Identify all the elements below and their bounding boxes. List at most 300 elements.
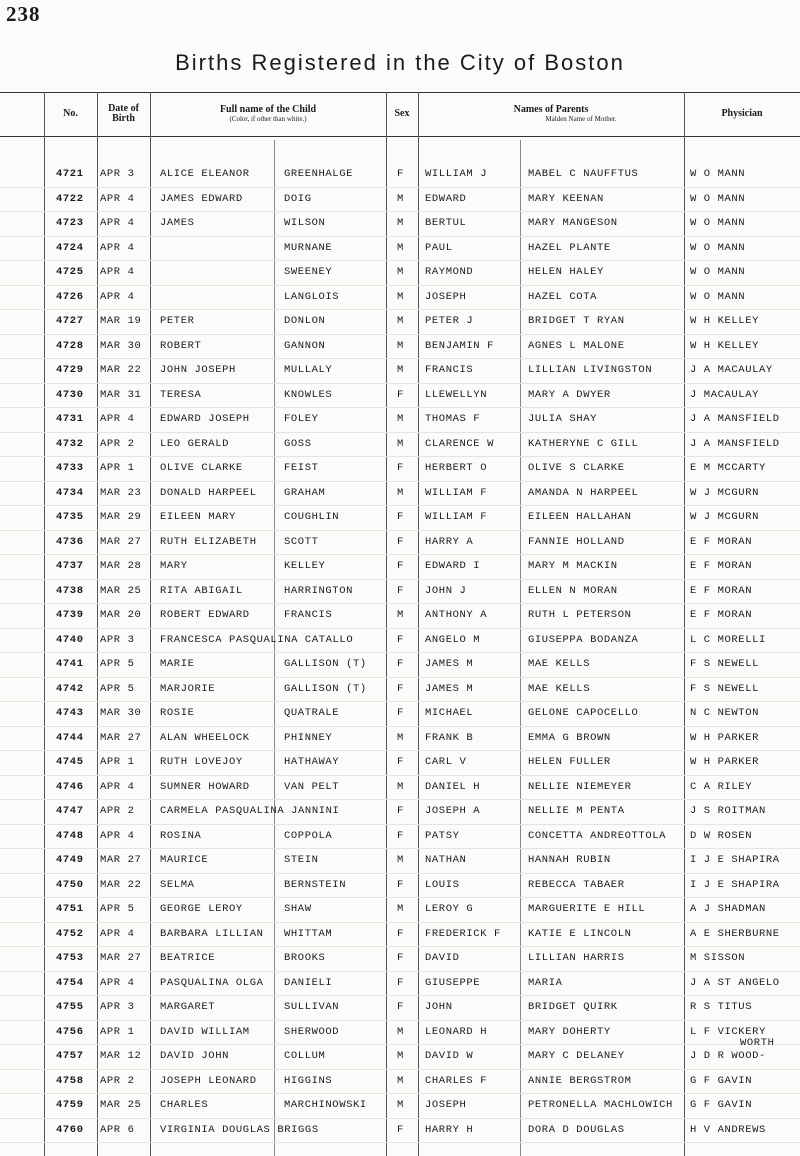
- birth-date: MAR 23: [100, 486, 142, 499]
- table-row: [0, 407, 800, 433]
- physician-name: W O MANN: [690, 290, 746, 303]
- table-row: [0, 995, 800, 1021]
- child-sex: M: [397, 241, 404, 254]
- entry-number: 4749: [56, 854, 84, 866]
- entry-number: 4745: [56, 756, 84, 768]
- entry-number: 4750: [56, 878, 84, 891]
- father-name: JOHN J: [425, 584, 467, 597]
- birth-date: MAR 27: [100, 854, 142, 866]
- child-sex: F: [397, 707, 404, 719]
- child-given-names: MARIE: [160, 658, 195, 670]
- birth-date: MAR 12: [100, 1050, 142, 1062]
- entry-number: 4729: [56, 364, 84, 376]
- child-given-names: DAVID WILLIAM: [160, 1025, 250, 1038]
- mother-maiden-name: GELONE CAPOCELLO: [528, 707, 639, 719]
- mother-maiden-name: PETRONELLA MACHLOWICH: [528, 1099, 673, 1111]
- birth-date: APR 2: [100, 1074, 135, 1087]
- father-name: LOUIS: [425, 878, 460, 891]
- entry-number: 4740: [56, 633, 84, 646]
- birth-date: APR 4: [100, 780, 135, 793]
- entry-number: 4759: [56, 1099, 84, 1111]
- mother-maiden-name: REBECCA TABAER: [528, 878, 625, 891]
- child-sex: M: [397, 1099, 404, 1111]
- father-name: WILLIAM F: [425, 511, 488, 523]
- mother-maiden-name: MARY A DWYER: [528, 388, 611, 401]
- child-sex: F: [397, 829, 404, 842]
- child-given-names: MARJORIE: [160, 682, 216, 695]
- child-given-names: ROSIE: [160, 707, 195, 719]
- child-surname: WILSON: [284, 217, 326, 229]
- birth-date: MAR 28: [100, 560, 142, 572]
- father-name: HERBERT O: [425, 462, 488, 474]
- physician-name: J A MACAULAY: [690, 364, 773, 376]
- child-given-names: MARGARET: [160, 1001, 216, 1013]
- child-surname: DONLON: [284, 315, 326, 327]
- father-name: LEONARD H: [425, 1025, 488, 1038]
- child-surname: SHERWOOD: [284, 1025, 340, 1038]
- physician-name-continuation: WORTH: [740, 1037, 775, 1049]
- mother-maiden-name: NELLIE NIEMEYER: [528, 780, 632, 793]
- table-row: [0, 897, 800, 923]
- mother-maiden-name: AMANDA N HARPEEL: [528, 486, 639, 499]
- physician-name: J A MANSFIELD: [690, 413, 780, 425]
- mother-maiden-name: MARY MANGESON: [528, 217, 618, 229]
- child-sex: F: [397, 805, 404, 817]
- mother-maiden-name: ELLEN N MORAN: [528, 584, 618, 597]
- physician-name: R S TITUS: [690, 1001, 753, 1013]
- child-surname: GALLISON (T): [284, 658, 367, 670]
- table-row: [0, 530, 800, 556]
- mother-maiden-name: ANNIE BERGSTROM: [528, 1074, 632, 1087]
- mother-maiden-name: EMMA G BROWN: [528, 731, 611, 744]
- physician-name: E F MORAN: [690, 584, 753, 597]
- physician-name: L C MORELLI: [690, 633, 766, 646]
- child-surname: KELLEY: [284, 560, 326, 572]
- child-surname: PHINNEY: [284, 731, 333, 744]
- child-surname: WHITTAM: [284, 927, 333, 940]
- entry-number: 4726: [56, 290, 84, 303]
- physician-name: W O MANN: [690, 266, 746, 278]
- child-given-names: ROSINA: [160, 829, 202, 842]
- father-name: EDWARD: [425, 192, 467, 205]
- child-sex: F: [397, 756, 404, 768]
- entry-number: 4748: [56, 829, 84, 842]
- child-sex: M: [397, 1025, 404, 1038]
- table-row: [0, 946, 800, 972]
- father-name: CARL V: [425, 756, 467, 768]
- table-row: [0, 1093, 800, 1119]
- mother-maiden-name: NELLIE M PENTA: [528, 805, 625, 817]
- physician-name: I J E SHAPIRA: [690, 854, 780, 866]
- child-sex: F: [397, 682, 404, 695]
- physician-name: D W ROSEN: [690, 829, 753, 842]
- entry-number: 4728: [56, 339, 84, 352]
- table-row: [0, 309, 800, 335]
- birth-date: APR 4: [100, 829, 135, 842]
- child-surname: COPPOLA: [284, 829, 333, 842]
- entry-number: 4746: [56, 780, 84, 793]
- child-surname: SHAW: [284, 903, 312, 915]
- header-sex: [386, 93, 418, 135]
- father-name: PAUL: [425, 241, 453, 254]
- child-sex: F: [397, 462, 404, 474]
- physician-name: F S NEWELL: [690, 658, 760, 670]
- physician-name: E M MCCARTY: [690, 462, 766, 474]
- table-row: [0, 1044, 800, 1070]
- child-surname: FEIST: [284, 462, 319, 474]
- child-given-names: CARMELA PASQUALINA JANNINI: [160, 805, 340, 817]
- mother-maiden-name: LILLIAN LIVINGSTON: [528, 364, 653, 376]
- child-given-names: TERESA: [160, 388, 202, 401]
- table-row: [0, 187, 800, 213]
- table-row: [0, 383, 800, 409]
- mother-maiden-name: MARY C DELANEY: [528, 1050, 625, 1062]
- birth-date: APR 4: [100, 927, 135, 940]
- child-surname: LANGLOIS: [284, 290, 340, 303]
- mother-maiden-name: HELEN FULLER: [528, 756, 611, 768]
- child-surname: SULLIVAN: [284, 1001, 340, 1013]
- child-sex: M: [397, 364, 404, 376]
- child-given-names: EDWARD JOSEPH: [160, 413, 250, 425]
- mother-maiden-name: MARY M MACKIN: [528, 560, 618, 572]
- table-row: [0, 971, 800, 997]
- header-no: [44, 93, 97, 135]
- child-sex: F: [397, 560, 404, 572]
- child-given-names: CHARLES: [160, 1099, 209, 1111]
- header-parents: [418, 93, 684, 135]
- physician-name: H V ANDREWS: [690, 1123, 766, 1136]
- table-row: [0, 677, 800, 703]
- child-given-names: RITA ABIGAIL: [160, 584, 243, 597]
- child-given-names: MAURICE: [160, 854, 209, 866]
- physician-name: F S NEWELL: [690, 682, 760, 695]
- birth-date: MAR 25: [100, 1099, 142, 1111]
- father-name: DANIEL H: [425, 780, 481, 793]
- birth-date: APR 1: [100, 462, 135, 474]
- physician-name: W H PARKER: [690, 731, 760, 744]
- father-name: LEROY G: [425, 903, 474, 915]
- table-row: [0, 285, 800, 311]
- entry-number: 4756: [56, 1025, 84, 1038]
- entry-number: 4738: [56, 584, 84, 597]
- father-name: HARRY H: [425, 1123, 474, 1136]
- birth-date: APR 4: [100, 192, 135, 205]
- table-row: [0, 358, 800, 384]
- entry-number: 4757: [56, 1050, 84, 1062]
- child-surname: DOIG: [284, 192, 312, 205]
- physician-name: J MACAULAY: [690, 388, 760, 401]
- child-sex: F: [397, 1123, 404, 1136]
- entry-number: 4744: [56, 731, 84, 744]
- father-name: FREDERICK F: [425, 927, 501, 940]
- table-row: [0, 211, 800, 237]
- father-name: THOMAS F: [425, 413, 481, 425]
- child-surname: FRANCIS: [284, 609, 333, 621]
- entry-number: 4735: [56, 511, 84, 523]
- physician-name: A J SHADMAN: [690, 903, 766, 915]
- header-physician-label: Physician: [721, 107, 763, 119]
- father-name: CLARENCE W: [425, 437, 495, 450]
- child-given-names: OLIVE CLARKE: [160, 462, 243, 474]
- child-surname: GOSS: [284, 437, 312, 450]
- mother-maiden-name: MABEL C NAUFFTUS: [528, 168, 639, 180]
- child-given-names: MARY: [160, 560, 188, 572]
- entry-number: 4747: [56, 805, 84, 817]
- mother-maiden-name: MAE KELLS: [528, 682, 591, 695]
- child-given-names: JAMES EDWARD: [160, 192, 243, 205]
- child-given-names: RUTH ELIZABETH: [160, 535, 257, 548]
- entry-number: 4760: [56, 1123, 84, 1136]
- table-row: [0, 701, 800, 727]
- child-given-names: ALICE ELEANOR: [160, 168, 250, 180]
- mother-maiden-name: RUTH L PETERSON: [528, 609, 632, 621]
- father-name: PETER J: [425, 315, 474, 327]
- mother-maiden-name: HAZEL COTA: [528, 290, 598, 303]
- physician-name: I J E SHAPIRA: [690, 878, 780, 891]
- child-sex: M: [397, 486, 404, 499]
- father-name: FRANK B: [425, 731, 474, 744]
- child-given-names: EILEEN MARY: [160, 511, 236, 523]
- father-name: FRANCIS: [425, 364, 474, 376]
- table-row: [0, 505, 800, 531]
- mother-maiden-name: HELEN HALEY: [528, 266, 604, 278]
- child-surname: MARCHINOWSKI: [284, 1099, 367, 1111]
- child-sex: M: [397, 903, 404, 915]
- table-row: [0, 922, 800, 948]
- child-sex: M: [397, 315, 404, 327]
- birth-date: APR 4: [100, 413, 135, 425]
- entry-number: 4753: [56, 952, 84, 964]
- physician-name: W J MCGURN: [690, 511, 760, 523]
- physician-name: J A MANSFIELD: [690, 437, 780, 450]
- entry-number: 4722: [56, 192, 84, 205]
- birth-date: MAR 22: [100, 878, 142, 891]
- birth-date: MAR 27: [100, 731, 142, 744]
- child-given-names: ROBERT: [160, 339, 202, 352]
- table-row: [0, 750, 800, 776]
- mother-maiden-name: GIUSEPPA BODANZA: [528, 633, 639, 646]
- father-name: BERTUL: [425, 217, 467, 229]
- child-sex: M: [397, 290, 404, 303]
- child-sex: F: [397, 658, 404, 670]
- child-surname: BERNSTEIN: [284, 878, 347, 891]
- entry-number: 4721: [56, 168, 84, 180]
- child-given-names: JAMES: [160, 217, 195, 229]
- physician-name: W O MANN: [690, 217, 746, 229]
- table-row: [0, 1069, 800, 1095]
- header-child: [150, 93, 386, 135]
- table-row: [0, 1118, 800, 1144]
- header-child-note: (Color, if other than white.): [229, 114, 307, 123]
- table-row: [0, 652, 800, 678]
- table-row: [0, 554, 800, 580]
- entry-number: 4730: [56, 388, 84, 401]
- mother-maiden-name: BRIDGET T RYAN: [528, 315, 625, 327]
- child-given-names: DAVID JOHN: [160, 1050, 230, 1062]
- page-title: Births Registered in the City of Boston: [175, 50, 625, 75]
- mother-maiden-name: BRIDGET QUIRK: [528, 1001, 618, 1013]
- child-surname: KNOWLES: [284, 388, 333, 401]
- entry-number: 4733: [56, 462, 84, 474]
- birth-date: APR 5: [100, 658, 135, 670]
- father-name: GIUSEPPE: [425, 976, 481, 989]
- physician-name: N C NEWTON: [690, 707, 760, 719]
- father-name: JOSEPH: [425, 1099, 467, 1111]
- father-name: HARRY A: [425, 535, 474, 548]
- mother-maiden-name: EILEEN HALLAHAN: [528, 511, 632, 523]
- birth-date: MAR 31: [100, 388, 142, 401]
- physician-name: L F VICKERY: [690, 1025, 766, 1038]
- physician-name: M SISSON: [690, 952, 746, 964]
- child-sex: M: [397, 731, 404, 744]
- birth-date: APR 3: [100, 633, 135, 646]
- child-sex: M: [397, 1050, 404, 1062]
- header-parents-note: Malden Name of Mother.: [545, 114, 617, 123]
- physician-name: J S ROITMAN: [690, 805, 766, 817]
- birth-date: APR 4: [100, 976, 135, 989]
- father-name: RAYMOND: [425, 266, 474, 278]
- child-sex: M: [397, 609, 404, 621]
- father-name: DAVID: [425, 952, 460, 964]
- birth-date: APR 2: [100, 437, 135, 450]
- child-sex: F: [397, 878, 404, 891]
- physician-name: E F MORAN: [690, 560, 753, 572]
- child-sex: F: [397, 952, 404, 964]
- birth-date: APR 6: [100, 1123, 135, 1136]
- entry-number: 4734: [56, 486, 84, 499]
- child-sex: M: [397, 437, 404, 450]
- table-row: [0, 824, 800, 850]
- entry-number: 4727: [56, 315, 84, 327]
- entry-number: 4739: [56, 609, 84, 621]
- table-row: [0, 481, 800, 507]
- birth-date: MAR 30: [100, 707, 142, 719]
- mother-maiden-name: DORA D DOUGLAS: [528, 1123, 625, 1136]
- child-given-names: SELMA: [160, 878, 195, 891]
- father-name: JOSEPH A: [425, 805, 481, 817]
- table-row: [0, 873, 800, 899]
- table-row: [0, 162, 800, 188]
- physician-name: G F GAVIN: [690, 1099, 753, 1111]
- father-name: JOHN: [425, 1001, 453, 1013]
- mother-maiden-name: KATIE E LINCOLN: [528, 927, 632, 940]
- entry-number: 4755: [56, 1001, 84, 1013]
- child-given-names: RUTH LOVEJOY: [160, 756, 243, 768]
- physician-name: E F MORAN: [690, 609, 753, 621]
- birth-date: MAR 27: [100, 535, 142, 548]
- physician-name: W O MANN: [690, 168, 746, 180]
- child-sex: M: [397, 339, 404, 352]
- physician-name: J D R WOOD-: [690, 1050, 766, 1062]
- birth-date: MAR 27: [100, 952, 142, 964]
- father-name: DAVID W: [425, 1050, 474, 1062]
- physician-name: J A ST ANGELO: [690, 976, 780, 989]
- father-name: ANGELO M: [425, 633, 481, 646]
- physician-name: W O MANN: [690, 192, 746, 205]
- child-sex: F: [397, 388, 404, 401]
- mother-maiden-name: MARGUERITE E HILL: [528, 903, 646, 915]
- child-sex: M: [397, 192, 404, 205]
- child-surname: GANNON: [284, 339, 326, 352]
- page-number: 238: [6, 2, 41, 26]
- header-child-label: Full name of the Child: [219, 104, 317, 116]
- child-surname: BROOKS: [284, 952, 326, 964]
- child-sex: M: [397, 854, 404, 866]
- birth-date: APR 4: [100, 241, 135, 254]
- birth-date: MAR 22: [100, 364, 142, 376]
- table-row: [0, 579, 800, 605]
- child-surname: MURNANE: [284, 241, 333, 254]
- physician-name: W O MANN: [690, 241, 746, 254]
- entry-number: 4731: [56, 413, 84, 425]
- physician-name: G F GAVIN: [690, 1074, 753, 1087]
- entry-number: 4723: [56, 217, 84, 229]
- table-row: [0, 726, 800, 752]
- mother-maiden-name: MARY KEENAN: [528, 192, 604, 205]
- entry-number: 4758: [56, 1074, 84, 1087]
- mother-maiden-name: CONCETTA ANDREOTTOLA: [528, 829, 667, 842]
- entry-number: 4743: [56, 707, 84, 719]
- birth-date: APR 1: [100, 756, 135, 768]
- table-row: [0, 848, 800, 874]
- child-sex: F: [397, 535, 404, 548]
- father-name: WILLIAM J: [425, 168, 488, 180]
- birth-date: APR 2: [100, 805, 135, 817]
- child-sex: M: [397, 413, 404, 425]
- child-sex: M: [397, 266, 404, 278]
- child-sex: F: [397, 976, 404, 989]
- birth-date: MAR 25: [100, 584, 142, 597]
- header-date-label: Date of Birth: [108, 102, 139, 124]
- father-name: PATSY: [425, 829, 460, 842]
- table-row: [0, 628, 800, 654]
- mother-maiden-name: AGNES L MALONE: [528, 339, 625, 352]
- physician-name: W H KELLEY: [690, 339, 760, 352]
- entry-number: 4752: [56, 927, 84, 940]
- birth-date: APR 3: [100, 168, 135, 180]
- child-surname: DANIELI: [284, 976, 333, 989]
- child-surname: STEIN: [284, 854, 319, 866]
- entry-number: 4741: [56, 658, 84, 670]
- mother-maiden-name: OLIVE S CLARKE: [528, 462, 625, 474]
- father-name: JAMES M: [425, 658, 474, 670]
- physician-name: A E SHERBURNE: [690, 927, 780, 940]
- child-surname: SCOTT: [284, 535, 319, 548]
- header-bottom-rule: [0, 136, 800, 137]
- header-parents-label: Names of Parents: [513, 104, 589, 116]
- child-sex: F: [397, 927, 404, 940]
- father-name: NATHAN: [425, 854, 467, 866]
- physician-name: C A RILEY: [690, 780, 753, 793]
- table-row: [0, 432, 800, 458]
- child-surname: SWEENEY: [284, 266, 333, 278]
- child-given-names: DONALD HARPEEL: [160, 486, 257, 499]
- birth-date: MAR 20: [100, 609, 142, 621]
- child-given-names: SUMNER HOWARD: [160, 780, 250, 793]
- birth-date: MAR 30: [100, 339, 142, 352]
- physician-name: E F MORAN: [690, 535, 753, 548]
- entry-number: 4724: [56, 241, 84, 254]
- table-row: [0, 334, 800, 360]
- table-row: [0, 603, 800, 629]
- child-surname: GREENHALGE: [284, 168, 354, 180]
- header-physician: [684, 93, 800, 135]
- child-given-names: JOHN JOSEPH: [160, 364, 236, 376]
- child-given-names: BARBARA LILLIAN: [160, 927, 264, 940]
- table-row: [0, 775, 800, 801]
- physician-name: W H KELLEY: [690, 315, 760, 327]
- child-given-names: PASQUALINA OLGA: [160, 976, 264, 989]
